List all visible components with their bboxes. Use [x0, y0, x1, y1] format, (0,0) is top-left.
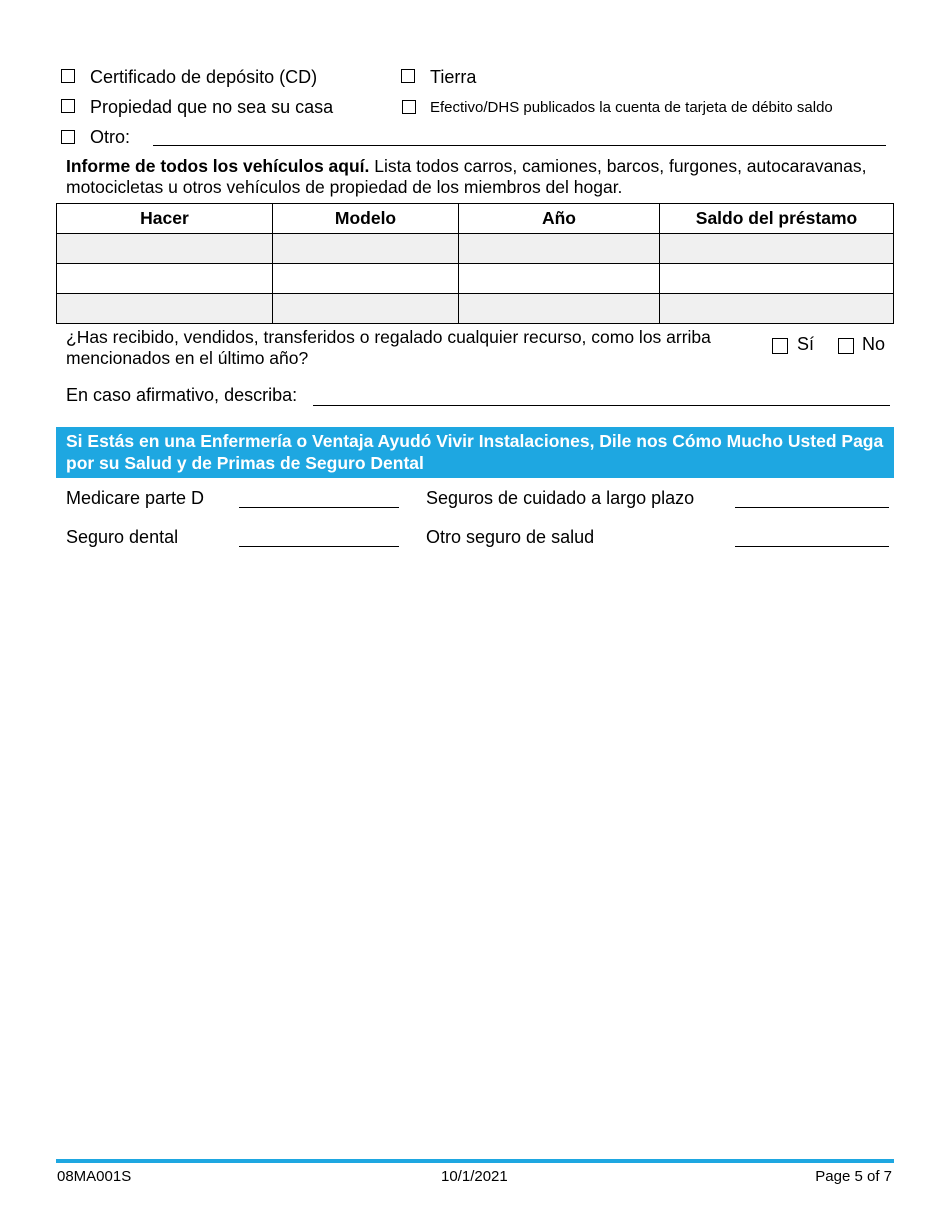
table-row	[57, 264, 894, 294]
table-cell[interactable]	[459, 234, 660, 264]
footer-divider	[56, 1159, 894, 1163]
form-date: 10/1/2021	[441, 1168, 508, 1185]
table-cell[interactable]	[57, 234, 273, 264]
form-id: 08MA001S	[57, 1168, 132, 1185]
table-cell[interactable]	[459, 264, 660, 294]
col-header-year: Año	[459, 204, 660, 234]
table-cell[interactable]	[660, 294, 894, 324]
vehicles-intro-text: Lista todos carros, camiones, barcos, furgones, autocaravanas, motocicletas u otros vehículos de propiedad de los miembros del hogar.	[66, 156, 867, 197]
col-header-loan-balance: Saldo del préstamo	[660, 204, 894, 234]
page-number: Page 5 of 7	[815, 1168, 892, 1185]
other-label: Otro:	[90, 127, 131, 147]
table-cell[interactable]	[459, 294, 660, 324]
no-label: No	[862, 334, 886, 354]
other-input-line[interactable]	[153, 145, 886, 146]
vehicles-intro	[66, 156, 886, 198]
table-cell[interactable]	[273, 294, 459, 324]
table-cell[interactable]	[273, 234, 459, 264]
premiums-banner: Si Estás en una Enfermería o Ventaja Ayudó Vivir Instalaciones, Dile nos Cómo Mucho Usted Paga por su Salud y de Primas de Seguro Dental	[56, 427, 894, 478]
property-checkbox[interactable]	[61, 99, 75, 113]
land-label: Tierra	[430, 67, 477, 87]
dental-label: Seguro dental	[66, 527, 179, 547]
table-row	[57, 294, 894, 324]
cd-label: Certificado de depósito (CD)	[90, 67, 318, 87]
table-cell[interactable]	[660, 234, 894, 264]
cash-dhs-label: Efectivo/DHS publicados la cuenta de tarjeta de débito saldo	[430, 99, 833, 116]
long-term-care-input-line[interactable]	[735, 507, 889, 508]
medicare-d-input-line[interactable]	[239, 507, 399, 508]
col-header-model: Modelo	[273, 204, 459, 234]
other-health-input-line[interactable]	[735, 546, 889, 547]
cd-checkbox[interactable]	[61, 69, 75, 83]
other-checkbox[interactable]	[61, 130, 75, 144]
table-cell[interactable]	[57, 294, 273, 324]
table-row	[57, 234, 894, 264]
col-header-make: Hacer	[57, 204, 273, 234]
transfer-question: ¿Has recibido, vendidos, transferidos o regalado cualquier recurso, como los arriba mencionados en el último año?	[66, 327, 711, 368]
describe-label: En caso afirmativo, describa:	[66, 385, 298, 405]
no-checkbox[interactable]	[838, 338, 854, 354]
cash-dhs-checkbox[interactable]	[402, 100, 416, 114]
dental-input-line[interactable]	[239, 546, 399, 547]
other-health-label: Otro seguro de salud	[426, 527, 595, 547]
vehicles-intro-bold: Informe de todos los vehículos aquí.	[66, 156, 370, 176]
table-cell[interactable]	[660, 264, 894, 294]
table-cell[interactable]	[57, 264, 273, 294]
land-checkbox[interactable]	[401, 69, 415, 83]
yes-label: Sí	[797, 334, 815, 354]
property-label: Propiedad que no sea su casa	[90, 97, 334, 117]
vehicles-table	[56, 203, 894, 324]
long-term-care-label: Seguros de cuidado a largo plazo	[426, 488, 695, 508]
yes-checkbox[interactable]	[772, 338, 788, 354]
table-cell[interactable]	[273, 264, 459, 294]
vehicles-header-row	[57, 204, 894, 234]
medicare-d-label: Medicare parte D	[66, 488, 205, 508]
describe-input-line[interactable]	[313, 405, 890, 406]
